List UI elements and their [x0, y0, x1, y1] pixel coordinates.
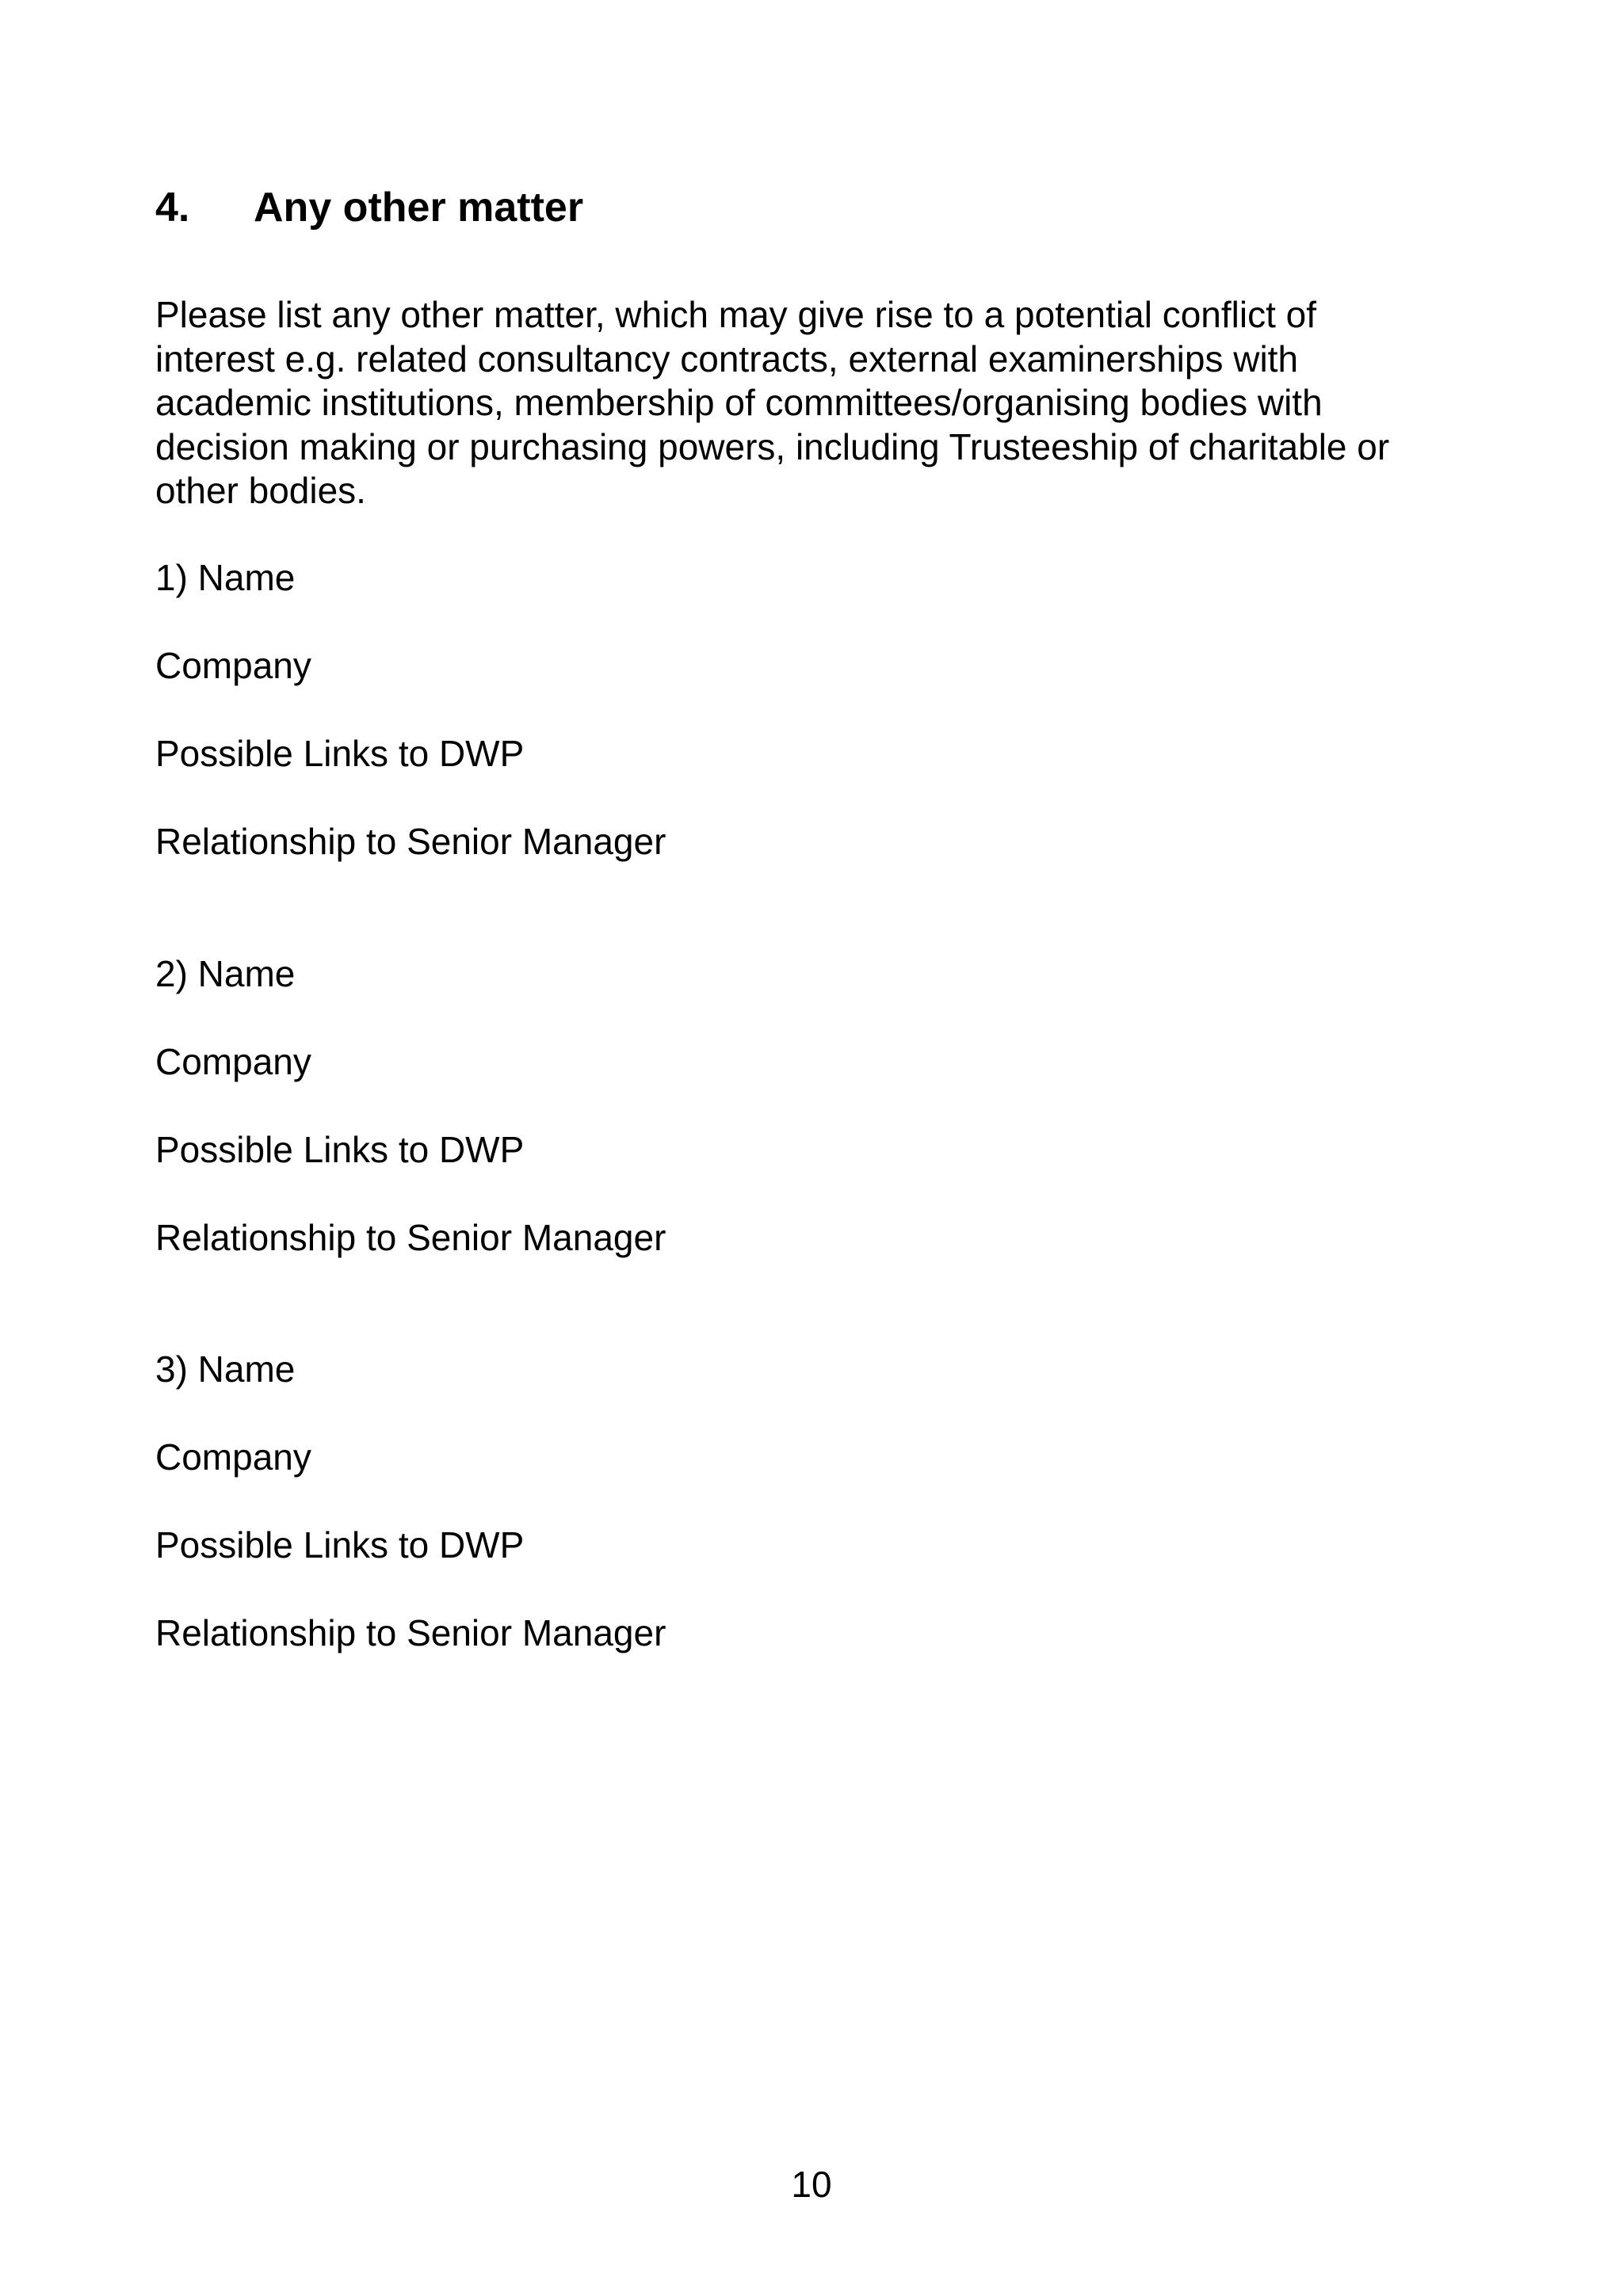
entry-2-relationship-label: Relationship to Senior Manager: [155, 1217, 666, 1258]
entry-2-company-label: Company: [155, 1041, 311, 1082]
entry-3-relationship-label: Relationship to Senior Manager: [155, 1612, 666, 1653]
entry-2-name-label: 2) Name: [155, 953, 296, 994]
entry-1-relationship-label: Relationship to Senior Manager: [155, 821, 666, 862]
section-number: 4.: [155, 185, 190, 231]
section-heading: [155, 185, 584, 231]
entry-1-company-label: Company: [155, 645, 311, 686]
intro-paragraph: [155, 293, 1534, 513]
section-title: Any other matter: [254, 185, 584, 231]
entry-1-links-label: Possible Links to DWP: [155, 733, 525, 774]
entry-1-name-label: 1) Name: [155, 557, 296, 598]
entry-3-company-label: Company: [155, 1436, 311, 1478]
page-number: 10: [791, 2164, 832, 2205]
intro-line: Please list any other matter, which may give rise to a potential conflict of: [155, 294, 1317, 335]
intro-line: academic institutions, membership of committees/organising bodies with: [155, 382, 1323, 423]
intro-line: decision making or purchasing powers, including Trusteeship of charitable or: [155, 425, 1390, 467]
entry-2-links-label: Possible Links to DWP: [155, 1129, 525, 1170]
intro-line: interest e.g. related consultancy contracts, external examinerships with: [155, 338, 1299, 379]
intro-line: other bodies.: [155, 470, 366, 511]
entry-3-links-label: Possible Links to DWP: [155, 1524, 525, 1566]
entry-3-name-label: 3) Name: [155, 1348, 296, 1390]
